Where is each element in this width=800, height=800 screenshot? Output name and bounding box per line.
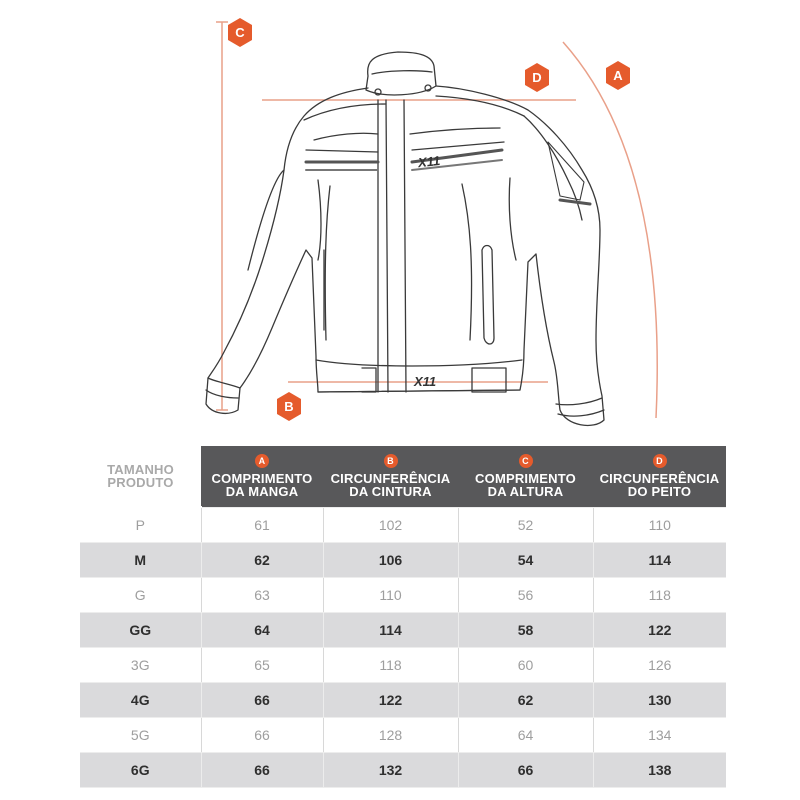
badge-b-label: B <box>284 399 294 414</box>
measurement-lines <box>216 22 657 418</box>
badge-a-label: A <box>613 68 623 83</box>
measure-cell-c: 52 <box>458 507 593 543</box>
column-header-a-line-2: DA MANGA <box>225 484 299 500</box>
measure-cell-a: 66 <box>201 683 323 718</box>
measure-cell-a: 61 <box>201 507 323 543</box>
badge-c-label: C <box>235 25 245 40</box>
column-header-d <box>593 446 726 507</box>
size-table-body <box>80 507 726 788</box>
size-column-header <box>80 446 201 507</box>
measure-cell-c: 64 <box>458 718 593 753</box>
table-row <box>80 543 726 578</box>
size-chart-table <box>80 446 726 788</box>
size-cell: 5G <box>80 718 201 753</box>
measure-cell-c: 56 <box>458 578 593 613</box>
size-cell: GG <box>80 613 201 648</box>
column-header-a <box>201 446 323 507</box>
size-header-line-2: PRODUTO <box>107 475 174 490</box>
measure-cell-d: 126 <box>593 648 726 683</box>
measure-cell-b: 118 <box>323 648 458 683</box>
table-row <box>80 648 726 683</box>
measure-cell-b: 128 <box>323 718 458 753</box>
badge-b <box>277 392 301 421</box>
badge-c <box>228 18 252 47</box>
size-cell: 4G <box>80 683 201 718</box>
badge-d-label: D <box>532 70 542 85</box>
column-header-c-line-2: DA ALTURA <box>487 484 564 500</box>
waist-logo: X11 <box>414 374 437 389</box>
column-badge-a: A <box>255 454 269 468</box>
column-header-d-line-2: DO PEITO <box>627 484 692 500</box>
table-row <box>80 613 726 648</box>
table-row <box>80 578 726 613</box>
measure-line-a <box>563 42 657 418</box>
jacket-outline <box>206 52 604 425</box>
badge-d <box>525 63 549 92</box>
table-row <box>80 507 726 543</box>
measure-cell-a: 65 <box>201 648 323 683</box>
table-row <box>80 683 726 718</box>
table-row <box>80 718 726 753</box>
size-cell: M <box>80 543 201 578</box>
size-cell: P <box>80 507 201 543</box>
measure-cell-c: 58 <box>458 613 593 648</box>
measure-cell-b: 122 <box>323 683 458 718</box>
measure-cell-c: 66 <box>458 753 593 788</box>
measure-cell-d: 114 <box>593 543 726 578</box>
size-cell: 3G <box>80 648 201 683</box>
measure-cell-d: 110 <box>593 507 726 543</box>
measure-cell-d: 122 <box>593 613 726 648</box>
chest-logo: X11 <box>417 152 441 171</box>
size-cell: G <box>80 578 201 613</box>
column-header-c <box>458 446 593 507</box>
measure-cell-d: 118 <box>593 578 726 613</box>
column-header-c-line-1: COMPRIMENTO <box>475 471 576 487</box>
column-header-d-line-1: CIRCUNFERÊNCIA <box>599 471 720 487</box>
measure-cell-c: 62 <box>458 683 593 718</box>
size-cell: 6G <box>80 753 201 788</box>
table-header-row <box>80 446 726 507</box>
column-header-b-line-2: DA CINTURA <box>349 484 432 500</box>
measure-cell-c: 54 <box>458 543 593 578</box>
measure-cell-a: 62 <box>201 543 323 578</box>
measure-cell-b: 114 <box>323 613 458 648</box>
measure-cell-b: 110 <box>323 578 458 613</box>
measure-cell-d: 134 <box>593 718 726 753</box>
measure-cell-b: 106 <box>323 543 458 578</box>
measure-cell-b: 132 <box>323 753 458 788</box>
measure-cell-a: 66 <box>201 753 323 788</box>
column-badge-c: C <box>519 454 533 468</box>
column-header-a-line-1: COMPRIMENTO <box>211 471 313 487</box>
column-header-b <box>323 446 458 507</box>
size-header-line-1: TAMANHO <box>107 462 174 477</box>
measure-cell-a: 63 <box>201 578 323 613</box>
column-badge-d: D <box>653 454 667 468</box>
measure-cell-d: 130 <box>593 683 726 718</box>
column-header-b-line-1: CIRCUNFERÊNCIA <box>330 471 451 487</box>
measure-cell-b: 102 <box>323 507 458 543</box>
measure-cell-a: 66 <box>201 718 323 753</box>
measure-cell-c: 60 <box>458 648 593 683</box>
column-badge-b: B <box>384 454 398 468</box>
badge-a <box>606 61 630 90</box>
measure-cell-a: 64 <box>201 613 323 648</box>
measure-cell-d: 138 <box>593 753 726 788</box>
table-row <box>80 753 726 788</box>
